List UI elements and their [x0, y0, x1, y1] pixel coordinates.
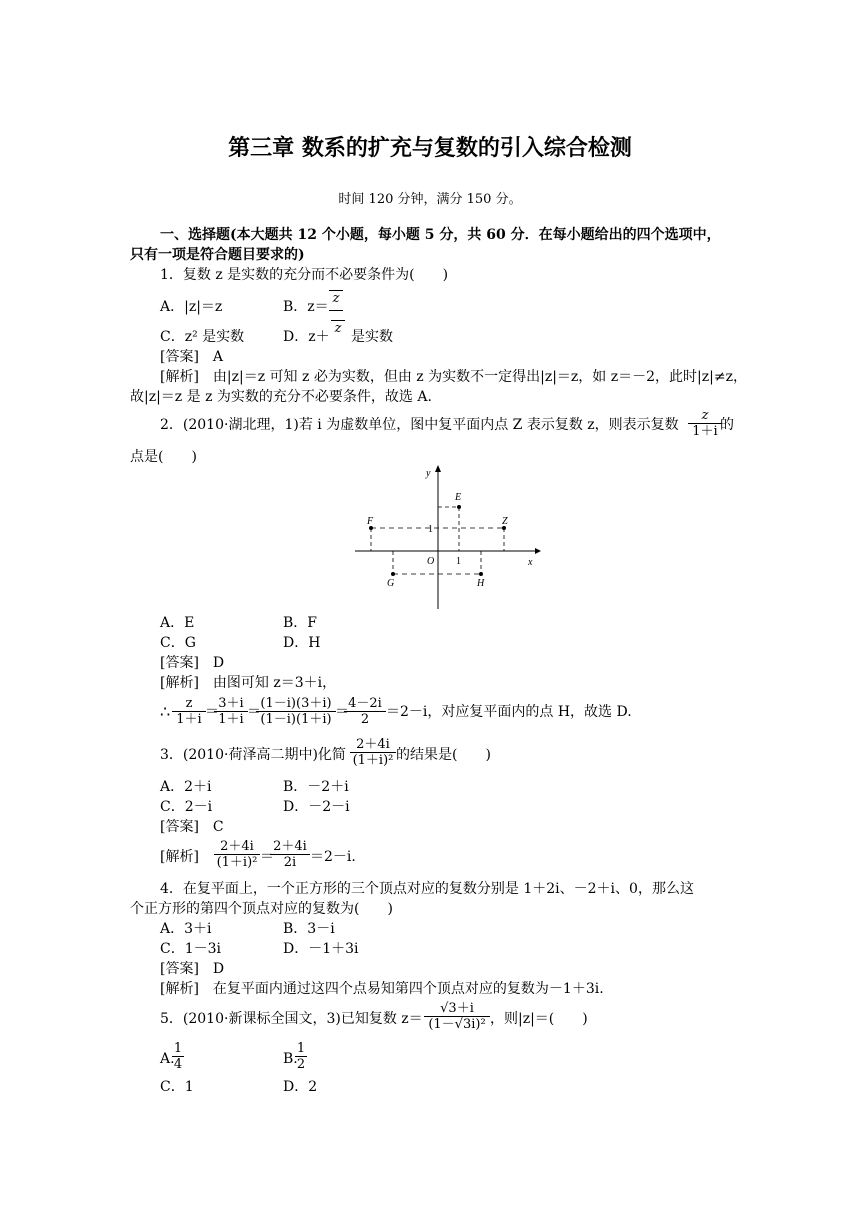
axis-y-label: y — [426, 468, 431, 479]
q3-stem-fraction — [350, 737, 396, 768]
q1-option-b: B．z＝ — [283, 299, 329, 315]
conjugate-bar-lower — [329, 310, 343, 311]
numerator: 3＋i — [218, 696, 244, 711]
point-g — [391, 572, 395, 576]
q4-option-c: C．1－3i — [160, 941, 222, 957]
fraction-bar: 1＋i — [688, 423, 722, 439]
q3-analysis-frac-2 — [270, 839, 310, 870]
tick-y-label: 1 — [428, 524, 433, 535]
point-f-label: F — [367, 516, 374, 527]
tick-x-label: 1 — [456, 556, 461, 567]
q2-option-c: C．G — [160, 635, 196, 651]
point-z-label: Z — [502, 516, 508, 527]
q3-stem-head: 3．(2010·荷泽高二期中)化简 — [160, 747, 346, 763]
numerator: 1 — [173, 1041, 183, 1056]
q5-stem-tail: ，则|z|＝( ) — [490, 1011, 588, 1027]
numerator: 4－2i — [348, 696, 382, 711]
point-g-label: G — [387, 578, 395, 589]
q5-stem-head: 5．(2010·新课标全国文，3)已知复数 z＝ — [160, 1011, 423, 1027]
q1-stem: 1．复数 z 是实数的充分而不必要条件为( ) — [160, 267, 449, 283]
denominator: (1＋i)² — [214, 854, 260, 870]
q5-stem-fraction — [424, 1001, 490, 1032]
numerator: z — [185, 696, 193, 711]
point-e — [457, 505, 461, 509]
numerator: 2＋4i — [273, 839, 307, 854]
denominator: (1－i)(1＋i) — [256, 711, 336, 727]
q2-frac-3 — [256, 696, 336, 727]
origin-label: O — [427, 556, 435, 567]
q2-analysis-tail: ＝2－i，对应复平面内的点 H，故选 D. — [386, 704, 632, 720]
q3-analysis-head: [解析] — [160, 849, 199, 865]
q2-therefore: ∴ — [160, 702, 171, 721]
equals-1: ＝ — [260, 849, 274, 865]
denominator: (1＋i)² — [350, 752, 396, 768]
page-title: 第三章 数系的扩充与复数的引入综合检测 — [228, 136, 632, 161]
equals-3: ＝ — [335, 704, 349, 720]
denominator: 1＋i — [172, 711, 206, 727]
q2-option-b: B．F — [283, 615, 318, 631]
q1-option-a: A．|z|＝z — [160, 299, 223, 315]
q3-option-c: C．2－i — [160, 799, 213, 815]
numerator: 2＋4i — [220, 839, 254, 854]
q3-analysis-tail: ＝2－i. — [310, 849, 356, 865]
point-h-label: H — [477, 578, 485, 589]
q3-answer: [答案] C — [160, 819, 224, 835]
point-e-label: E — [455, 492, 462, 503]
q2-analysis-line1: [解析] 由图可知 z＝3＋i， — [160, 675, 337, 691]
q5-option-d: D．2 — [283, 1079, 318, 1095]
denominator: 4 — [173, 1057, 183, 1072]
numerator: (1－i)(3＋i) — [260, 696, 332, 711]
q5-option-b-label: B. — [283, 1051, 298, 1067]
q1-option-d: D．z＋ — [283, 329, 330, 345]
q1-option-d-conjugate — [331, 320, 345, 336]
section-heading-line1: 一、选择题(本大题共 12 个小题，每小题 5 分，共 60 分．在每小题给出的四个选项中， — [160, 227, 721, 243]
denominator: 1＋i — [214, 711, 248, 727]
q1-analysis-line1: [解析] 由|z|＝z 可知 z 必为实数，但由 z 为实数不一定得出|z|＝z，如 z＝－2，此时|z|≠z， — [160, 369, 747, 385]
q3-stem-tail: 的结果是( ) — [396, 747, 491, 763]
q4-stem-line2: 个正方形的第四个顶点对应的复数为( ) — [130, 901, 393, 917]
denominator: 2 — [344, 711, 386, 727]
q3-analysis-frac-1 — [214, 839, 260, 870]
q5-option-b-fraction — [295, 1041, 307, 1072]
denominator: 2i — [270, 854, 310, 870]
q4-option-a: A．3＋i — [160, 921, 212, 937]
q5-option-a-label: A. — [160, 1051, 175, 1067]
q1-option-d-tail: 是实数 — [351, 329, 393, 345]
axis-x-label: x — [528, 557, 533, 568]
q2-frac-2 — [214, 696, 248, 727]
q2-stem-tail: 的 — [720, 417, 734, 433]
q4-option-b: B．3－i — [283, 921, 335, 937]
fraction-numerator: z — [701, 408, 709, 423]
page-subtitle: 时间 120 分钟，满分 150 分。 — [338, 192, 522, 207]
q2-stem-line1: 2．(2010·湖北理，1)若 i 为虚数单位，图中复平面内点 Z 表示复数 z，则表示复数 — [160, 417, 679, 433]
q2-answer: [答案] D — [160, 655, 225, 671]
denominator: (1－√3i)² — [424, 1016, 490, 1032]
q4-stem-line1: 4．在复平面上，一个正方形的三个顶点对应的复数分别是 1＋2i、－2＋i、0，那么这 — [160, 881, 694, 897]
q5-option-a-fraction — [172, 1041, 184, 1072]
numerator: 2＋4i — [356, 737, 390, 752]
conjugate-z: z — [332, 291, 340, 306]
denominator: 2 — [296, 1057, 306, 1072]
q2-frac-4 — [344, 696, 386, 727]
q4-analysis: [解析] 在复平面内通过这四个点易知第四个顶点对应的复数为－1＋3i. — [160, 981, 604, 997]
x-axis-arrow-icon — [535, 548, 541, 554]
q3-option-d: D．－2－i — [283, 799, 350, 815]
y-axis-arrow-icon — [435, 465, 441, 472]
q2-frac-1 — [172, 696, 206, 727]
q4-answer: [答案] D — [160, 961, 225, 977]
q3-option-a: A．2＋i — [160, 779, 212, 795]
point-h — [479, 572, 483, 576]
q1-analysis-line2: 故|z|＝z 是 z 为实数的充分不必要条件，故选 A. — [130, 389, 432, 405]
section-heading-line2: 只有一项是符合题目要求的) — [130, 247, 305, 263]
q4-option-d: D．－1＋3i — [283, 941, 359, 957]
q1-option-b-conjugate — [329, 290, 343, 311]
numerator: √3＋i — [440, 1001, 474, 1016]
q2-option-a: A．E — [160, 615, 195, 631]
q1-option-c: C．z² 是实数 — [160, 329, 245, 345]
q1-answer: [答案] A — [160, 349, 224, 365]
q5-option-c: C．1 — [160, 1079, 194, 1095]
equals-1: ＝ — [205, 704, 219, 720]
q2-stem-fraction — [688, 408, 722, 439]
numerator: 1 — [296, 1041, 306, 1056]
q2-option-d: D．H — [283, 635, 321, 651]
q2-stem-line2: 点是( ) — [130, 449, 197, 465]
q3-option-b: B．－2＋i — [283, 779, 349, 795]
complex-plane-figure — [350, 462, 550, 612]
conjugate-z: z — [334, 321, 342, 336]
equals-2: ＝ — [247, 704, 261, 720]
